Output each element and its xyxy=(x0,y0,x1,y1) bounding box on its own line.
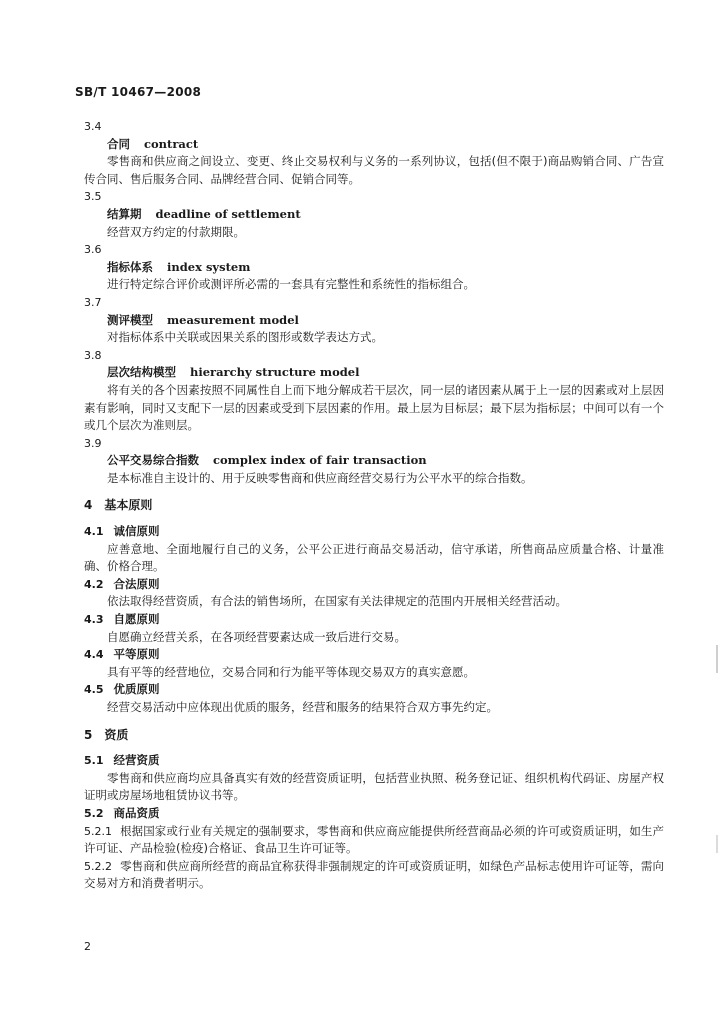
clause-title: 商品资质 xyxy=(113,805,160,820)
scan-edge-mark xyxy=(716,645,718,673)
subclause-number: 5.2.2 xyxy=(84,859,112,873)
term-number: 3.7 xyxy=(84,295,102,309)
term-heading xyxy=(84,259,664,277)
clause-number: 5.1 xyxy=(84,754,104,768)
clause-title: 经营资质 xyxy=(113,753,160,768)
subclause-body: 零售商和供应商所经营的商品宜称获得非强制规定的许可或资质证明，如绿色产品标志使用许可证等，需向交易对方和消费者明示。 xyxy=(84,858,664,891)
clause-number: 4.3 xyxy=(84,613,104,627)
clause-title: 合法原则 xyxy=(113,576,160,591)
term-definition: 进行特定综合评价或测评所必需的一套具有完整性和系统性的指标组合。 xyxy=(107,277,475,292)
clause-title: 自愿原则 xyxy=(113,612,160,627)
document-body xyxy=(84,118,664,893)
term-number: 3.5 xyxy=(84,190,102,204)
clause-text: 经营交易活动中应体现出优质的服务，经营和服务的结果符合双方事先约定。 xyxy=(107,700,498,714)
term-zh: 合同 xyxy=(107,136,130,151)
clause-number: 4.1 xyxy=(84,525,104,539)
term-zh: 结算期 xyxy=(107,206,142,221)
section-heading xyxy=(84,497,664,515)
term-en: index system xyxy=(167,259,251,274)
term-number: 3.8 xyxy=(84,348,102,362)
section-number: 5 xyxy=(84,727,93,742)
term-heading xyxy=(84,206,664,224)
term-zh: 公平交易综合指数 xyxy=(107,453,199,468)
term-zh: 指标体系 xyxy=(107,259,153,274)
section-title: 资质 xyxy=(104,727,129,742)
term-zh: 测评模型 xyxy=(107,312,153,327)
term-number: 3.6 xyxy=(84,243,102,257)
clause-number: 4.2 xyxy=(84,577,104,591)
clause-heading xyxy=(84,752,664,770)
clause-number: 4.4 xyxy=(84,648,104,662)
term-en: hierarchy structure model xyxy=(190,365,360,380)
subclause-text xyxy=(84,823,664,858)
subclause-number: 5.2.1 xyxy=(84,824,112,838)
clause-title: 诚信原则 xyxy=(113,524,160,539)
clause-text: 自愿确立经营关系，在各项经营要素达成一致后进行交易。 xyxy=(107,629,406,644)
section-title: 基本原则 xyxy=(104,498,153,513)
clause-title: 平等原则 xyxy=(113,647,160,662)
standard-code: SB/T 10467—2008 xyxy=(75,85,202,99)
clause-text: 零售商和供应商均应具备真实有效的经营资质证明，包括营业执照、税务登记证、组织机构代码证、房屋产权证明或房屋场地租赁协议书等。 xyxy=(84,770,664,803)
clause-heading xyxy=(84,523,664,541)
term-en: deadline of settlement xyxy=(155,206,301,221)
section-number: 4 xyxy=(84,498,93,513)
clause-heading xyxy=(84,611,664,629)
term-definition: 零售商和供应商之间设立、变更、终止交易权利与义务的一系列协议，包括(但不限于)商品购销合同、广告宣传合同、售后服务合同、品牌经营合同、促销合同等。 xyxy=(84,154,664,186)
term-en: measurement model xyxy=(167,312,299,327)
term-heading xyxy=(84,364,664,382)
clause-heading xyxy=(84,805,664,823)
term-en: contract xyxy=(144,136,199,151)
clause-number: 5.2 xyxy=(84,806,104,820)
clause-heading xyxy=(84,576,664,594)
clause-number: 4.5 xyxy=(84,683,104,697)
scan-edge-mark xyxy=(716,835,718,853)
clause-heading xyxy=(84,681,664,699)
term-definition: 经营双方约定的付款期限。 xyxy=(107,224,245,239)
clause-title: 优质原则 xyxy=(113,682,160,697)
term-heading xyxy=(84,312,664,330)
term-heading xyxy=(84,452,664,470)
clause-text: 依法取得经营资质，有合法的销售场所，在国家有关法律规定的范围内开展相关经营活动。 xyxy=(107,594,567,609)
term-definition: 对指标体系中关联或因果关系的图形或数学表达方式。 xyxy=(107,330,383,345)
page-number: 2 xyxy=(84,940,91,953)
term-definition: 将有关的各个因素按照不同属性自上而下地分解成若干层次，同一层的诸因素从属于上一层的因素或对上层因素有影响，同时又支配下一层的因素或受到下层因素的作用。最上层为目标层；最下层为指标层；中间可以有一个或几个层次为准则层。 xyxy=(84,382,664,433)
term-en: complex index of fair transaction xyxy=(213,453,427,468)
term-heading xyxy=(84,136,664,154)
subclause-text xyxy=(84,858,664,893)
clause-text: 具有平等的经营地位，交易合同和行为能平等体现交易双方的真实意愿。 xyxy=(107,664,475,679)
subclause-body: 根据国家或行业有关规定的强制要求，零售商和供应商应能提供所经营商品必须的许可或资质证明，如生产许可证、产品检验(检疫)合格证、食品卫生许可证等。 xyxy=(84,823,664,856)
clause-heading xyxy=(84,646,664,664)
section-heading xyxy=(84,727,664,745)
term-number: 3.4 xyxy=(84,120,102,133)
clause-text: 应善意地、全面地履行自己的义务，公平公正进行商品交易活动，信守承诺，所售商品应质量合格、计量准确、价格合理。 xyxy=(84,541,664,574)
term-number: 3.9 xyxy=(84,436,102,450)
term-zh: 层次结构模型 xyxy=(107,365,176,380)
term-definition: 是本标准自主设计的、用于反映零售商和供应商经营交易行为公平水平的综合指数。 xyxy=(107,470,533,485)
